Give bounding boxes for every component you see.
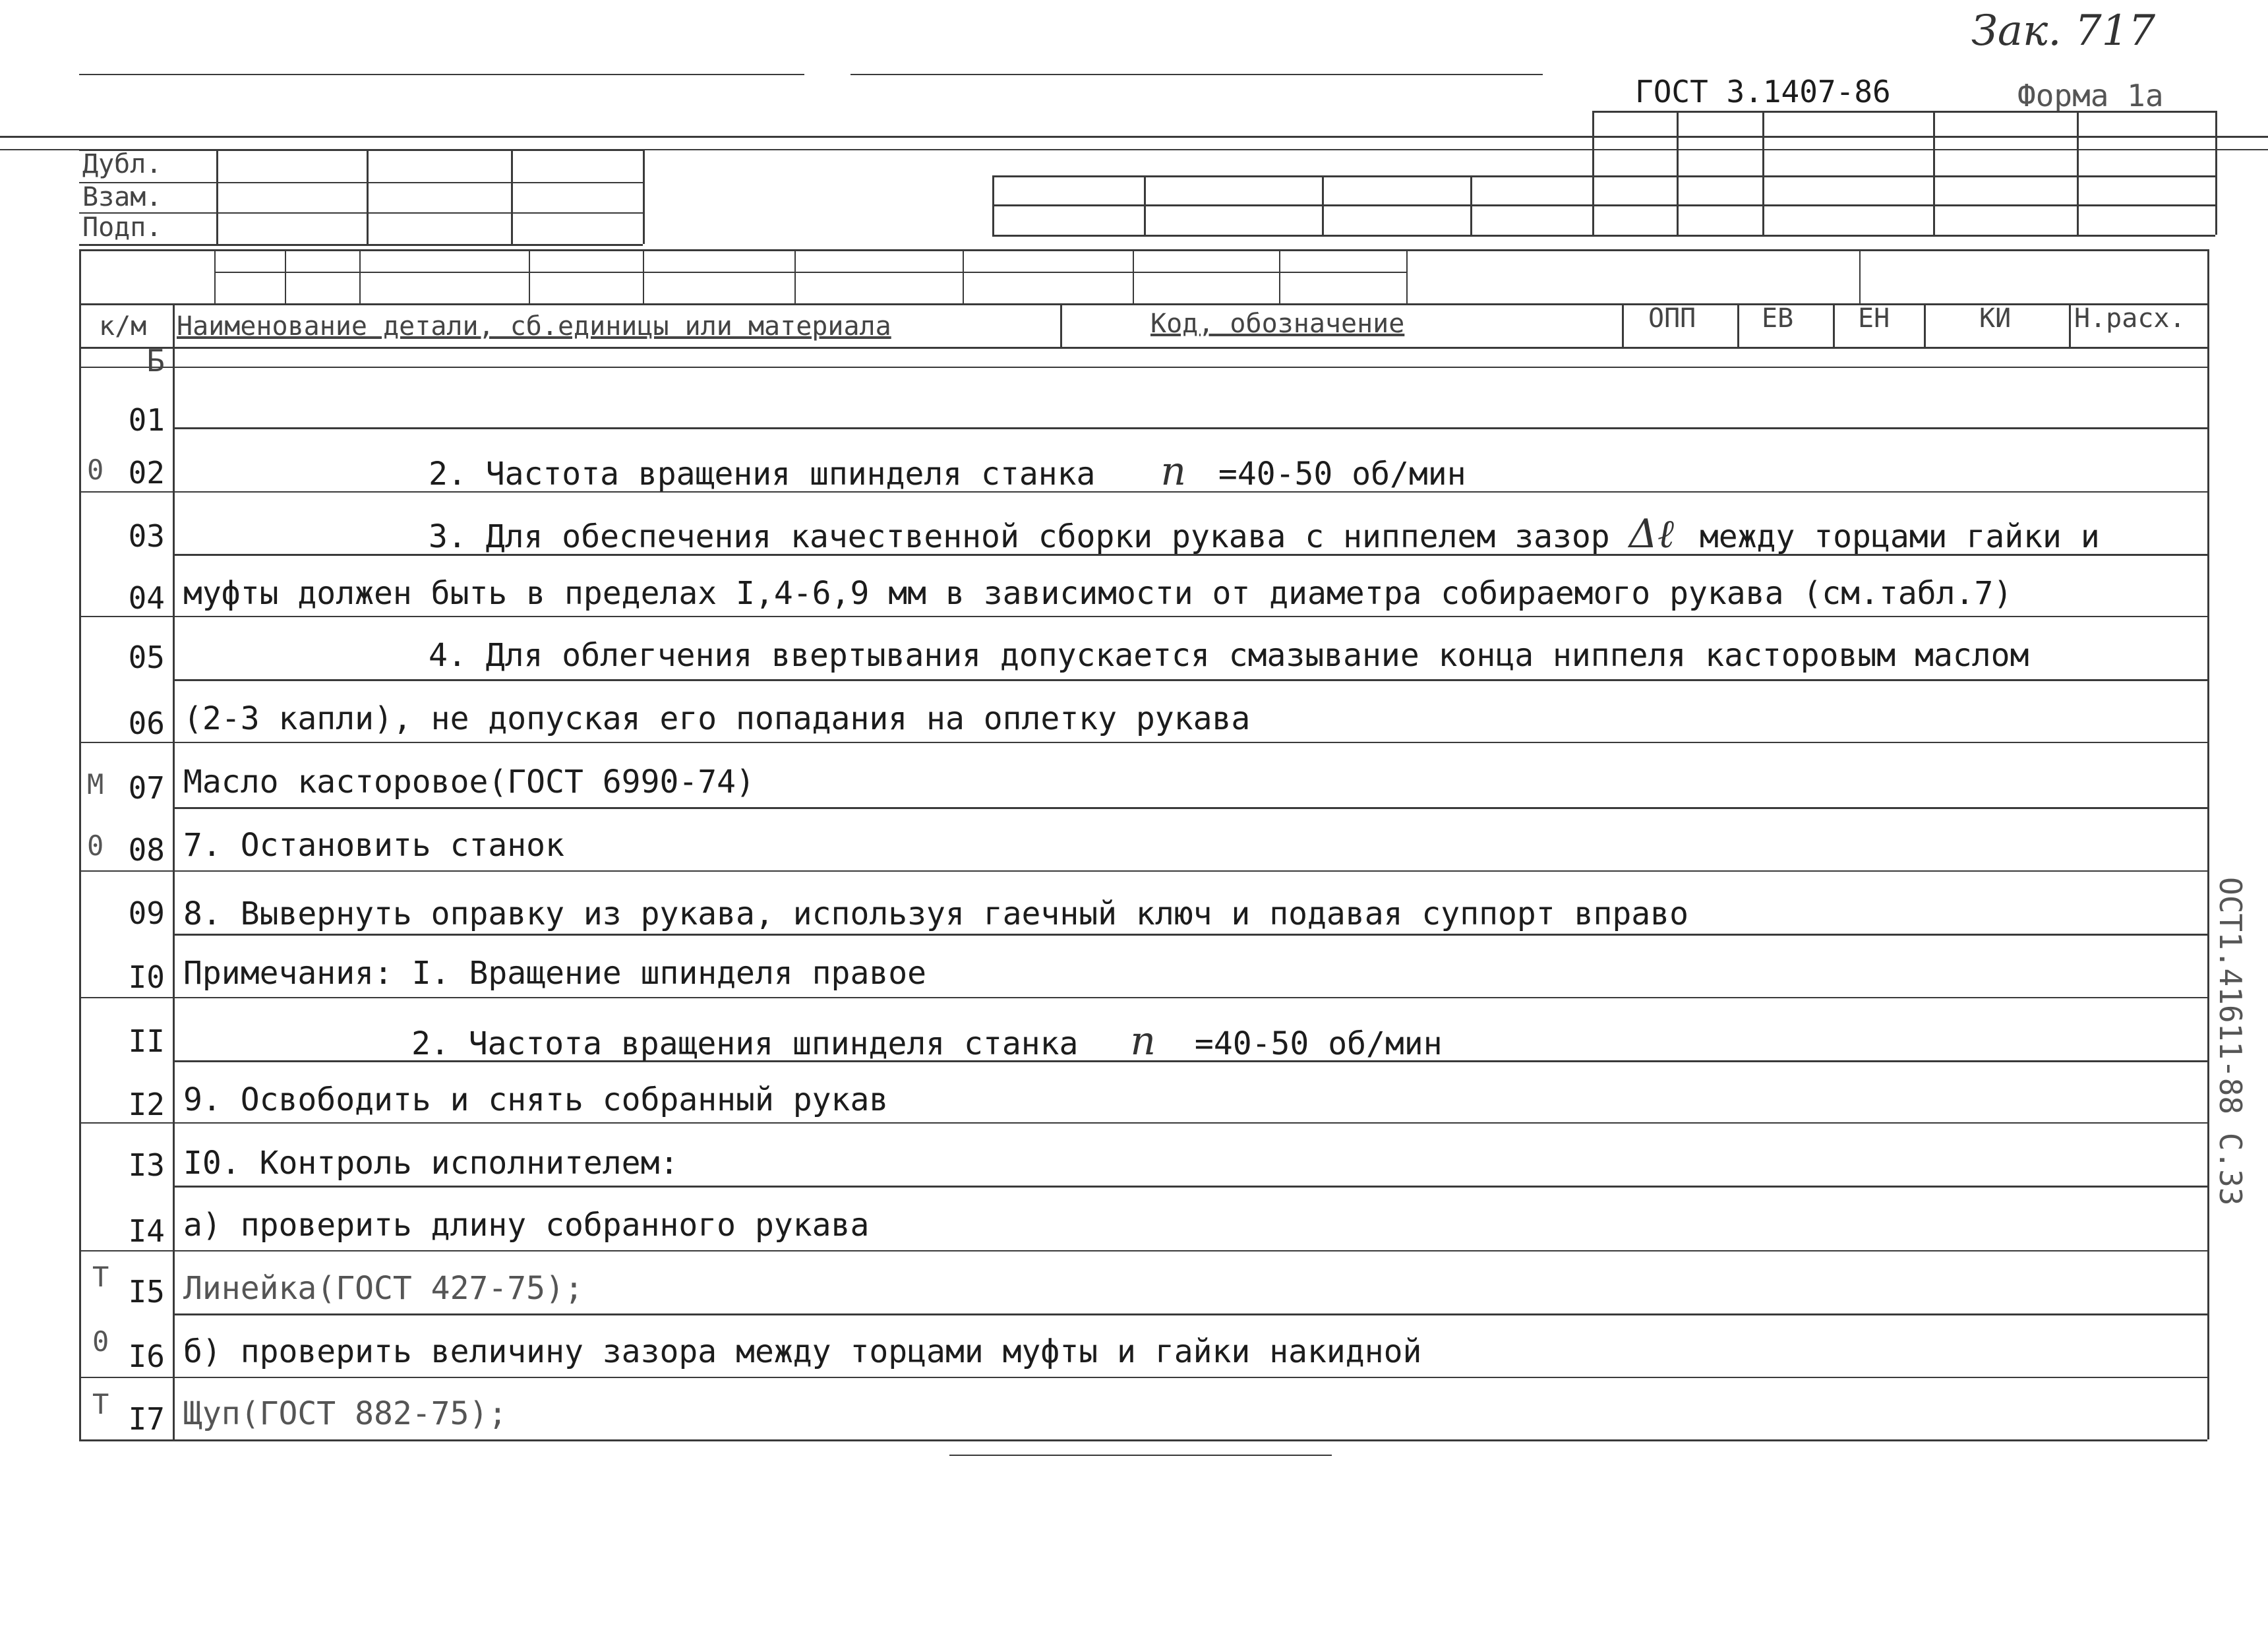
row-text: 7. Остановить станок [183, 827, 564, 864]
row-text: Щуп(ГОСТ 882-75); [183, 1395, 508, 1432]
delta-l-symbol: Δℓ [1628, 511, 1674, 557]
row-code: М [87, 768, 104, 800]
col-opp: ОПП [1648, 303, 1696, 334]
col-nrash: Н.расх. [2074, 303, 2186, 334]
row-text: Линейка(ГОСТ 427-75); [183, 1270, 583, 1307]
row-number: 01 [128, 402, 165, 438]
row-text: а) проверить длину собранного рукава [183, 1207, 870, 1244]
n-symbol: n [1130, 1018, 1156, 1064]
form-label: Форма 1а [2017, 78, 2164, 113]
row-number: Б [146, 343, 165, 378]
row-number: I7 [128, 1401, 165, 1437]
row-code: Т [92, 1388, 109, 1420]
row-code: 0 [87, 829, 104, 862]
standard-label: ГОСТ 3.1407-86 [1635, 74, 1891, 109]
row-text: 8. Вывернуть оправку из рукава, используя гаечный ключ и подавая суппорт вправо [183, 895, 1688, 932]
row-code: Т [92, 1261, 109, 1293]
label-podp: Подп. [82, 212, 162, 243]
row-number: II [128, 1023, 165, 1059]
row-code: 0 [92, 1325, 109, 1358]
row-text [429, 511, 2100, 557]
row-number: 07 [128, 770, 165, 806]
col-en: ЕН [1858, 303, 1890, 334]
row-number: 06 [128, 706, 165, 741]
row-text-tail: =40-50 об/мин [1194, 1025, 1443, 1062]
row-number: I6 [128, 1339, 165, 1374]
col-ki: КИ [1979, 303, 2012, 334]
col-name: Наименование детали, сб.единицы или материала [177, 311, 891, 342]
row-text: 9. Освободить и снять собранный рукав [183, 1081, 889, 1118]
row-number: 09 [128, 895, 165, 931]
row-text [429, 448, 1466, 495]
row-number: I4 [128, 1213, 165, 1249]
top-rule-left [79, 74, 804, 75]
row-number: 08 [128, 832, 165, 868]
row-text: муфты должен быть в пределах I,4-6,9 мм в зависимости от диаметра собираемого рукава (см.табл.7) [183, 575, 2013, 612]
row-text [411, 1018, 1443, 1064]
side-document-number: ОСТ1.41611-88 С.33 [2213, 877, 2248, 1206]
row-number: I2 [128, 1087, 165, 1122]
row-number: I3 [128, 1147, 165, 1183]
row-number: 04 [128, 580, 165, 616]
row-number: I0 [128, 959, 165, 995]
row-text: (2-3 капли), не допуская его попадания на оплетку рукава [183, 700, 1251, 737]
col-code: Код, обозначение [1150, 309, 1405, 339]
row-text-main: 2. Частота вращения шпинделя станка [411, 1025, 1079, 1062]
row-code: 0 [87, 454, 104, 486]
col-ev: ЕВ [1762, 303, 1794, 334]
row-text: I0. Контроль исполнителем: [183, 1145, 679, 1182]
label-vzam: Взам. [82, 182, 162, 212]
row-number: I5 [128, 1274, 165, 1310]
row-text-main: 2. Частота вращения шпинделя станка [429, 456, 1096, 493]
top-rule-right [850, 74, 1543, 75]
header-rule-1 [0, 136, 2268, 138]
row-text-main: 3. Для обеспечения качественной сборки рукава с ниппелем зазор [429, 518, 1610, 555]
label-dubl: Дубл. [82, 149, 162, 179]
row-text: б) проверить величину зазора между торцами муфты и гайки накидной [183, 1333, 1422, 1370]
n-symbol: n [1160, 448, 1187, 495]
handwritten-order-note: Зак. 717 [1971, 7, 2156, 55]
col-km: к/м [99, 311, 147, 342]
row-text: Масло касторовое(ГОСТ 6990-74) [183, 764, 755, 800]
row-text-tail: между торцами гайки и [1699, 518, 2100, 555]
row-number: 02 [128, 455, 165, 491]
row-text: 4. Для облегчения ввертывания допускается смазывание конца ниппеля касторовым маслом [429, 637, 2029, 674]
row-text: Примечания: I. Вращение шпинделя правое [183, 955, 927, 992]
row-text-tail: =40-50 об/мин [1218, 456, 1466, 493]
row-number: 03 [128, 518, 165, 554]
row-number: 05 [128, 640, 165, 675]
